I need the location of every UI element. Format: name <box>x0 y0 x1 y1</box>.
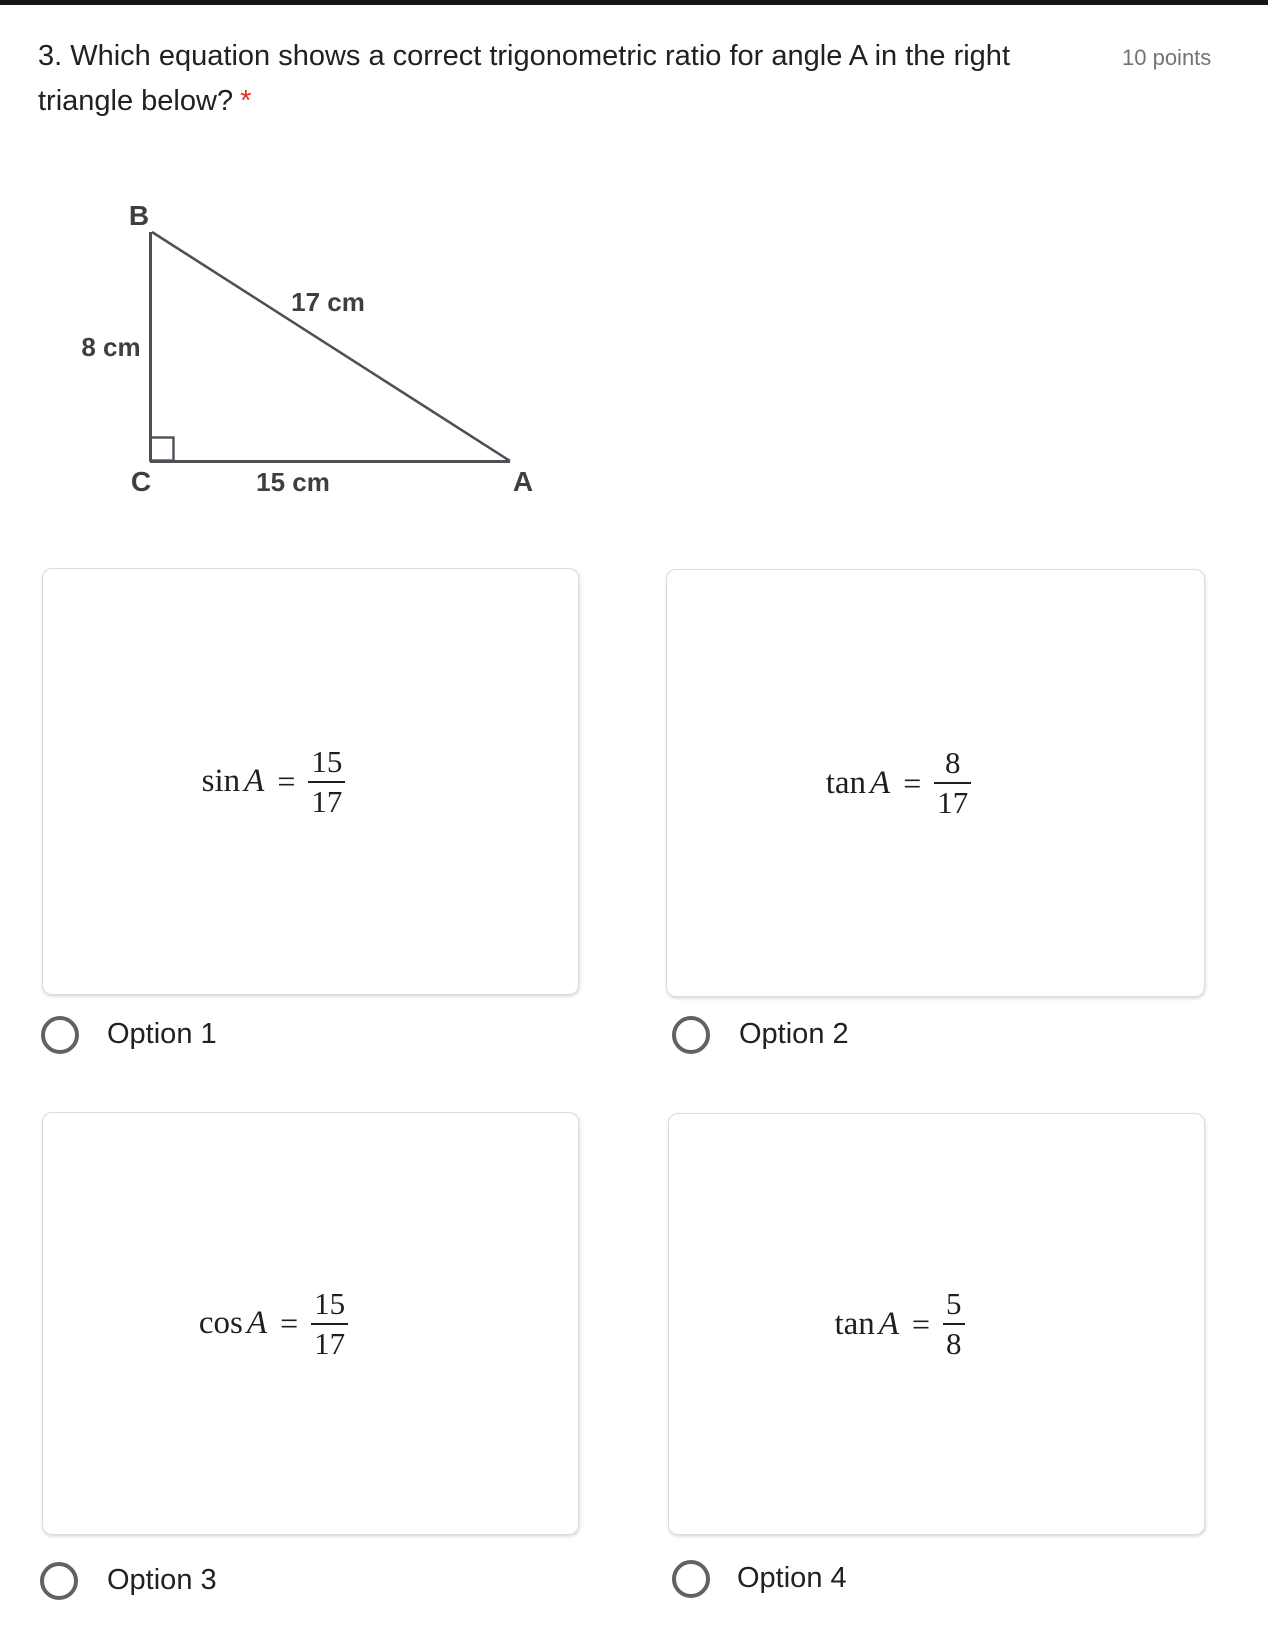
side-bc-length-label: 8 cm <box>81 332 141 362</box>
equals-sign: = <box>911 1305 931 1342</box>
fraction-numerator: 8 <box>945 745 961 781</box>
equals-sign: = <box>277 763 296 799</box>
vertex-label-c: C <box>130 466 152 497</box>
fraction <box>308 743 345 819</box>
fraction-bar <box>934 782 971 784</box>
top-border-bar <box>0 0 1268 5</box>
question-title <box>38 34 1052 124</box>
fraction-numerator: 5 <box>946 1286 962 1322</box>
option-3-formula <box>43 1113 578 1534</box>
fraction-denominator: 17 <box>937 785 969 820</box>
triangle-hypotenuse-ba <box>152 232 510 461</box>
fraction-denominator: 17 <box>311 783 343 819</box>
angle-variable: A <box>244 763 265 799</box>
option-2-label[interactable]: Option 2 <box>739 1018 849 1050</box>
equals-sign: = <box>903 764 922 801</box>
option-4-image-card <box>668 1113 1205 1535</box>
option-4-formula <box>669 1114 1204 1534</box>
hypotenuse-length-label: 17 cm <box>291 287 365 317</box>
trig-function: tan <box>825 764 867 801</box>
option-1-radio[interactable] <box>41 1016 79 1054</box>
option-4-radio[interactable] <box>672 1560 710 1598</box>
fraction-denominator: 17 <box>314 1325 346 1361</box>
fraction-numerator: 15 <box>311 743 343 779</box>
option-2-radio[interactable] <box>672 1016 710 1054</box>
angle-variable: A <box>246 1305 268 1341</box>
option-3-radio[interactable] <box>40 1562 78 1600</box>
trig-function: tan <box>834 1305 875 1342</box>
fraction <box>934 747 971 818</box>
fraction-bar <box>943 1323 965 1325</box>
fraction-bar <box>308 781 345 783</box>
triangle-figure <box>60 185 540 515</box>
vertex-label-b: B <box>128 200 150 231</box>
trig-function: sin <box>201 763 241 799</box>
points-badge: 10 points <box>1122 45 1212 70</box>
fraction <box>943 1288 965 1359</box>
question-title-text: 3. Which equation shows a correct trigonometric ratio for angle A in the right triangle below? <box>38 40 1010 117</box>
angle-variable: A <box>878 1305 899 1342</box>
fraction-numerator: 15 <box>314 1285 346 1321</box>
option-2-image-card <box>666 569 1205 997</box>
side-ca-length-label: 15 cm <box>256 467 330 497</box>
option-1-label[interactable]: Option 1 <box>107 1018 217 1050</box>
option-1-image-card <box>42 568 579 995</box>
fraction-denominator: 8 <box>946 1326 962 1361</box>
option-1-formula <box>43 569 578 994</box>
angle-variable: A <box>870 764 891 801</box>
option-2-formula <box>667 570 1204 996</box>
option-4-label[interactable]: Option 4 <box>737 1562 847 1594</box>
right-angle-marker <box>151 438 174 461</box>
equals-sign: = <box>280 1305 299 1341</box>
fraction-bar <box>311 1323 348 1325</box>
fraction <box>311 1285 348 1361</box>
required-asterisk: * <box>240 85 252 117</box>
trig-function: cos <box>198 1305 243 1341</box>
option-3-image-card <box>42 1112 579 1535</box>
vertex-label-a: A <box>512 466 534 497</box>
option-3-label[interactable]: Option 3 <box>107 1564 217 1596</box>
